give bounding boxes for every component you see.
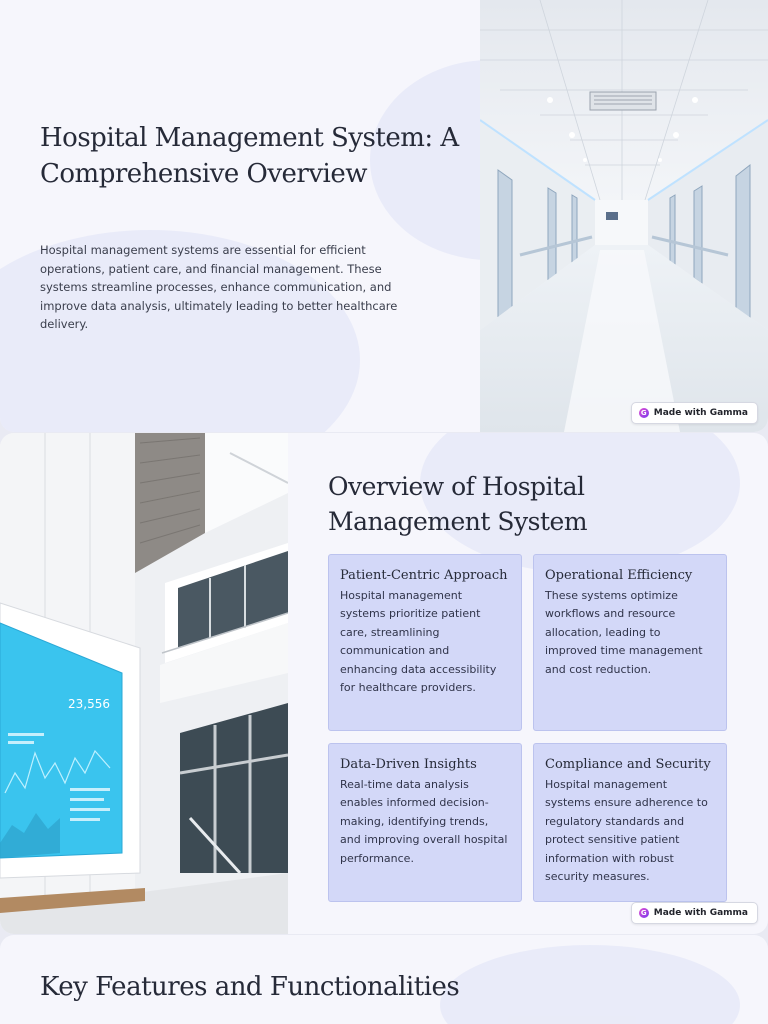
card-operational-efficiency bbox=[533, 554, 727, 731]
gamma-logo-icon: G bbox=[639, 408, 649, 418]
made-with-gamma-badge[interactable] bbox=[631, 402, 758, 424]
card-title: Compliance and Security bbox=[545, 757, 711, 772]
card-title: Patient-Centric Approach bbox=[340, 568, 508, 583]
slide-system-overview bbox=[0, 433, 768, 934]
card-text: Hospital management systems ensure adherence to regulatory standards and protect sensitive patient information with robust security measures. bbox=[545, 778, 708, 884]
hospital-corridor-image bbox=[480, 0, 768, 432]
background-blob bbox=[440, 945, 740, 1024]
hospital-atrium-image bbox=[0, 433, 288, 934]
badge-label: Made with Gamma bbox=[653, 408, 748, 418]
screen-stat-value: 23,556 bbox=[68, 697, 110, 711]
badge-label: Made with Gamma bbox=[653, 908, 748, 918]
card-patient-centric bbox=[328, 554, 522, 731]
card-data-driven-insights bbox=[328, 743, 522, 902]
slide-hospital-overview bbox=[0, 0, 768, 432]
card-text: Hospital management systems prioritize patient care, streamlining communication and enhancing data accessibility for healthcare providers. bbox=[340, 589, 497, 695]
card-title: Data-Driven Insights bbox=[340, 757, 477, 772]
slide-key-features bbox=[0, 935, 768, 1024]
slide-title: Overview of Hospital Management System bbox=[328, 472, 588, 536]
slide-description: Hospital management systems are essential for efficient operations, patient care, and financial management. These systems streamline processes, enhance communication, and improve data analysis, ultimately leading to better healthcare delivery. bbox=[40, 243, 398, 331]
slide-title: Key Features and Functionalities bbox=[40, 972, 460, 1002]
gamma-logo-icon: G bbox=[639, 908, 649, 918]
slide-title: Hospital Management System: A Comprehensive Overview bbox=[40, 123, 459, 189]
card-text: Real-time data analysis enables informed decision-making, identifying trends, and improving overall hospital performance. bbox=[340, 778, 508, 865]
card-text: These systems optimize workflows and resource allocation, leading to improved time management and cost reduction. bbox=[545, 589, 703, 676]
card-compliance-security bbox=[533, 743, 727, 902]
made-with-gamma-badge[interactable] bbox=[631, 902, 758, 924]
card-title: Operational Efficiency bbox=[545, 568, 693, 583]
